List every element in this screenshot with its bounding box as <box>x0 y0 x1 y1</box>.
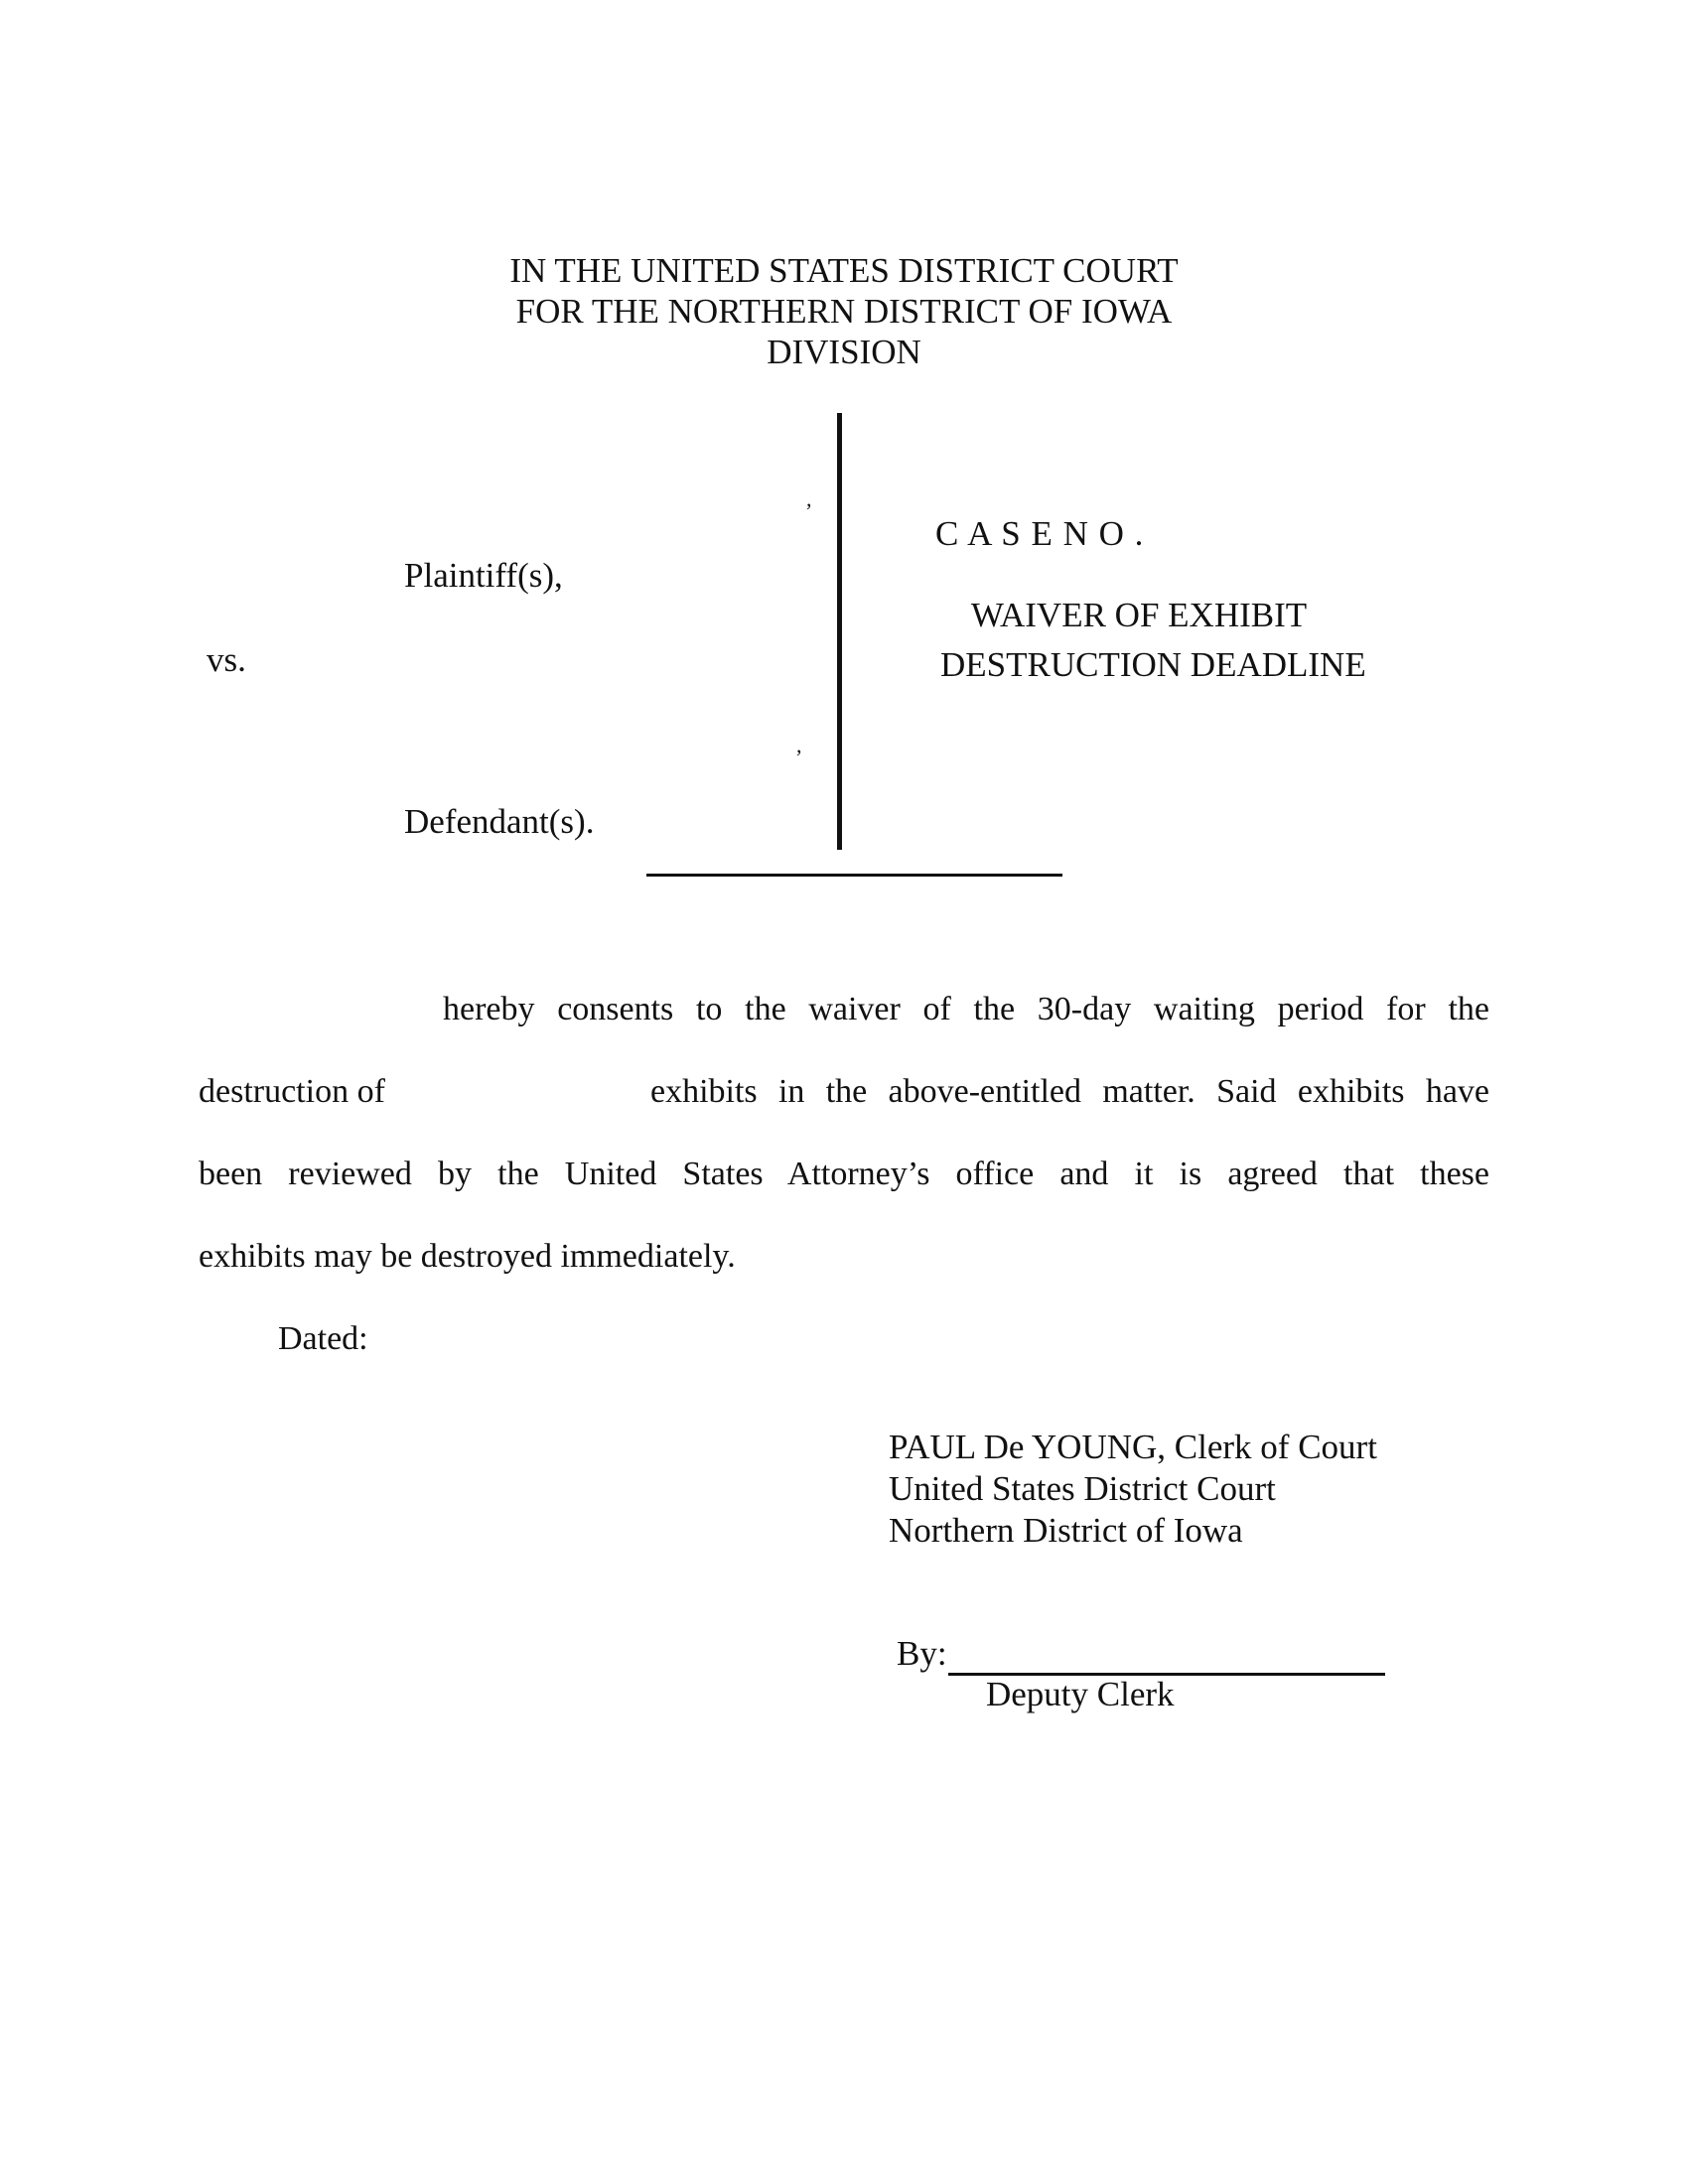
body-line-2-end: exhibits in the above-entitled matter. Said exhibits have <box>650 1073 1489 1110</box>
body-line-1-text: hereby consents to the waiver of the 30-day waiting period for the <box>443 991 1489 1027</box>
dated-label: Dated: <box>278 1320 368 1357</box>
clerk-district-line: Northern District of Iowa <box>889 1511 1243 1550</box>
vs-label: vs. <box>207 640 246 679</box>
case-number-label: C A S E N O . <box>935 514 1145 553</box>
court-heading-division: DIVISION <box>767 333 921 371</box>
deputy-clerk-label: Deputy Clerk <box>986 1675 1175 1713</box>
body-line-1 <box>443 968 1489 1050</box>
plaintiff-name-comma: , <box>806 486 812 511</box>
plaintiff-label: Plaintiff(s), <box>404 556 563 595</box>
body-line-3-text: been reviewed by the United States Attorney’s office and it is agreed that these <box>199 1156 1489 1192</box>
body-line-2-start: destruction of <box>199 1073 385 1110</box>
caption-bottom-rule <box>646 874 1062 877</box>
court-heading-line2: FOR THE NORTHERN DISTRICT OF IOWA <box>515 292 1173 331</box>
body-line-3 <box>199 1133 1489 1215</box>
body-line-4: exhibits may be destroyed immediately. <box>199 1238 736 1275</box>
document-title-line1: WAIVER OF EXHIBIT <box>970 596 1308 634</box>
body-line-2 <box>650 1050 1489 1133</box>
by-label: By: <box>897 1634 947 1673</box>
defendant-name-comma: , <box>796 733 802 757</box>
clerk-court-line: United States District Court <box>889 1469 1276 1508</box>
clerk-name-line: PAUL De YOUNG, Clerk of Court <box>889 1428 1377 1466</box>
document-title-line2: DESTRUCTION DEADLINE <box>940 645 1366 684</box>
court-heading-line1: IN THE UNITED STATES DISTRICT COURT <box>509 251 1179 290</box>
caption-vertical-divider <box>837 413 842 850</box>
defendant-label: Defendant(s). <box>404 802 595 841</box>
